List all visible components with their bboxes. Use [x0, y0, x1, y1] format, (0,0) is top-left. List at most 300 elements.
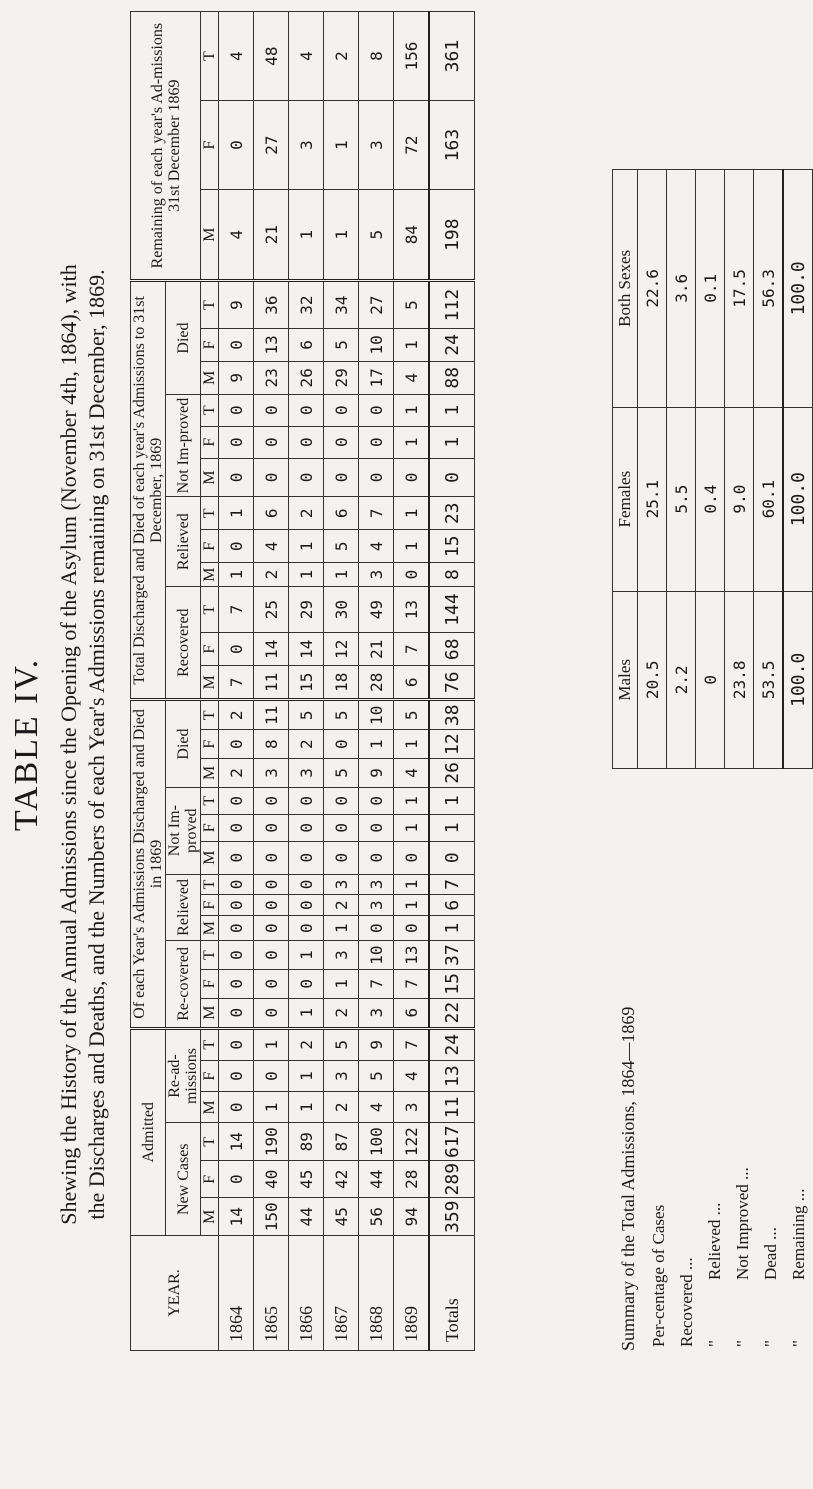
value-cell-rl: 1	[394, 874, 430, 895]
value-cell-trc: 6	[394, 666, 430, 700]
value-cell-di: 0	[219, 730, 254, 759]
value-cell-tdi: 9	[219, 361, 254, 394]
sex-header-m: M	[201, 666, 219, 700]
value-cell-tni: 0	[394, 458, 430, 497]
year-cell: 1866	[289, 1236, 324, 1351]
value-cell-tni: 1	[429, 426, 475, 458]
value-cell-rem: 8	[359, 12, 394, 101]
value-cell-di: 12	[429, 730, 475, 759]
value-cell-ra: 7	[394, 1028, 430, 1060]
sex-header-m: M	[201, 1198, 219, 1236]
value-cell-rem: 1	[289, 190, 324, 281]
value-cell-rl: 0	[219, 874, 254, 895]
table-subtitle-line-1: Shewing the History of the Annual Admissions since the Opening of the Asylum (November 4th, 1864), with	[56, 264, 81, 1225]
value-cell-di: 9	[359, 758, 394, 787]
value-cell-trl: 4	[359, 530, 394, 563]
value-cell-rem: 4	[219, 12, 254, 101]
value-cell-trc: 29	[289, 586, 324, 632]
value-cell-tdi: 32	[289, 281, 324, 329]
value-cell-ni: 0	[219, 841, 254, 874]
value-cell-ni: 1	[429, 787, 475, 814]
value-cell-tdi: 26	[289, 361, 324, 394]
value-cell-trl: 5	[324, 530, 359, 563]
new-cases-header: New Cases	[166, 1123, 201, 1236]
sex-header-f: F	[201, 895, 219, 916]
value-cell-nc: 45	[324, 1198, 359, 1236]
value-cell-rl: 0	[254, 874, 289, 895]
value-cell-tni: 0	[359, 426, 394, 458]
value-cell-trc: 7	[219, 666, 254, 700]
summary-heading: Per-centage of Cases	[649, 1204, 668, 1347]
table-row	[289, 12, 324, 1351]
percentage-cell: 17.5	[725, 170, 754, 408]
table-row	[219, 12, 254, 1351]
value-cell-rem: 4	[289, 12, 324, 101]
summary-item-label	[701, 791, 729, 1351]
sex-header-m: M	[201, 916, 219, 941]
value-cell-tni: 0	[429, 458, 475, 497]
value-cell-rc: 13	[394, 941, 430, 970]
percentage-row	[696, 170, 725, 769]
value-cell-di: 1	[394, 730, 430, 759]
table-row	[394, 12, 430, 1351]
value-cell-tdi: 17	[359, 361, 394, 394]
value-cell-rl: 3	[359, 874, 394, 895]
value-cell-nc: 190	[254, 1123, 289, 1161]
value-cell-ni: 0	[289, 841, 324, 874]
value-cell-di: 4	[394, 758, 430, 787]
value-cell-rem: 156	[394, 12, 430, 101]
value-cell-ni: 1	[394, 787, 430, 814]
summary-item-label	[673, 791, 701, 1351]
value-cell-trc: 49	[359, 586, 394, 632]
value-cell-tni: 0	[289, 426, 324, 458]
sex-header-m: M	[201, 361, 219, 394]
value-cell-ra: 2	[289, 1028, 324, 1060]
value-cell-ni: 0	[359, 841, 394, 874]
value-cell-tdi: 6	[289, 328, 324, 361]
value-cell-rl: 0	[289, 916, 324, 941]
value-cell-rc: 1	[289, 941, 324, 970]
relieved-header: Relieved	[166, 874, 201, 941]
value-cell-ra: 4	[394, 1060, 430, 1091]
leader-dots: ...	[677, 1257, 696, 1271]
year-cell: 1869	[394, 1236, 430, 1351]
ditto-mark: "	[733, 1340, 752, 1347]
value-cell-trc: 30	[324, 586, 359, 632]
sex-header-m: M	[201, 458, 219, 497]
summary-item-label	[757, 791, 785, 1351]
leader-dots: ...	[789, 1188, 808, 1202]
value-cell-trc: 68	[429, 633, 475, 666]
value-cell-ra: 1	[289, 1092, 324, 1123]
value-cell-di: 10	[359, 700, 394, 730]
value-cell-tni: 0	[219, 394, 254, 426]
not-improved-header: Not Im-proved	[166, 787, 201, 874]
sex-header-t: T	[201, 12, 219, 101]
value-cell-ra: 0	[219, 1060, 254, 1091]
value-cell-ni: 0	[324, 814, 359, 841]
value-cell-rem: 0	[219, 101, 254, 190]
value-cell-trl: 4	[254, 530, 289, 563]
value-cell-rem: 84	[394, 190, 430, 281]
value-cell-nc: 0	[219, 1160, 254, 1198]
summary-item-name: Relieved	[705, 1219, 724, 1281]
value-cell-rl: 1	[429, 916, 475, 941]
value-cell-ni: 1	[394, 814, 430, 841]
value-cell-tdi: 4	[394, 361, 430, 394]
percentage-cell: 60.1	[754, 407, 784, 591]
percentage-row	[725, 170, 754, 769]
percentage-row	[754, 170, 784, 769]
value-cell-rl: 0	[254, 895, 289, 916]
sex-header-m: M	[201, 758, 219, 787]
value-cell-ni: 0	[289, 814, 324, 841]
value-cell-ra: 13	[429, 1060, 475, 1091]
value-cell-nc: 56	[359, 1198, 394, 1236]
value-cell-rem: 163	[429, 101, 475, 190]
value-cell-rl: 0	[289, 874, 324, 895]
value-cell-ra: 3	[324, 1060, 359, 1091]
value-cell-nc: 94	[394, 1198, 430, 1236]
value-cell-rem: 361	[429, 12, 475, 101]
value-cell-tni: 1	[394, 394, 430, 426]
sex-header-t: T	[201, 586, 219, 632]
value-cell-rem: 1	[324, 190, 359, 281]
value-cell-trl: 2	[254, 563, 289, 587]
value-cell-di: 5	[324, 758, 359, 787]
value-cell-ni: 0	[429, 841, 475, 874]
value-cell-tni: 1	[394, 426, 430, 458]
value-cell-trc: 7	[394, 633, 430, 666]
value-cell-tni: 0	[289, 458, 324, 497]
value-cell-trl: 0	[219, 530, 254, 563]
value-cell-nc: 150	[254, 1198, 289, 1236]
value-cell-nc: 14	[219, 1123, 254, 1161]
table-row	[254, 12, 289, 1351]
value-cell-trl: 2	[289, 497, 324, 530]
died-header: Died	[166, 700, 201, 787]
value-cell-rc: 37	[429, 941, 475, 970]
sex-header-t: T	[201, 1028, 219, 1060]
value-cell-trc: 18	[324, 666, 359, 700]
value-cell-tdi: 9	[219, 281, 254, 329]
value-cell-tni: 0	[324, 426, 359, 458]
value-cell-di: 0	[324, 730, 359, 759]
of-each-year-header: Of each Year's Admissions Discharged and Died in 1869	[131, 700, 166, 1028]
value-cell-rl: 0	[219, 916, 254, 941]
sex-header-f: F	[201, 530, 219, 563]
value-cell-rem: 72	[394, 101, 430, 190]
percentage-cell: 20.5	[638, 591, 667, 768]
year-header: YEAR.	[131, 1236, 219, 1351]
sex-header-f: F	[201, 730, 219, 759]
value-cell-trl: 0	[394, 563, 430, 587]
value-cell-rc: 22	[429, 998, 475, 1028]
sex-header-t: T	[201, 281, 219, 329]
value-cell-ra: 5	[324, 1028, 359, 1060]
sex-header-f: F	[201, 101, 219, 190]
value-cell-tdi: 24	[429, 328, 475, 361]
sex-header-m: M	[201, 190, 219, 281]
value-cell-ni: 0	[324, 841, 359, 874]
percentage-cell: 0	[696, 591, 725, 768]
value-cell-rem: 2	[324, 12, 359, 101]
value-cell-trl: 3	[359, 563, 394, 587]
total-died-header: Died	[166, 281, 201, 394]
value-cell-tdi: 27	[359, 281, 394, 329]
table-row	[324, 12, 359, 1351]
value-cell-rc: 0	[219, 941, 254, 970]
value-cell-rc: 0	[254, 941, 289, 970]
percentage-row	[667, 170, 696, 769]
value-cell-di: 2	[219, 758, 254, 787]
summary-item-name: Not Improved	[733, 1184, 752, 1281]
value-cell-trc: 14	[254, 633, 289, 666]
summary-item-label	[729, 791, 757, 1351]
percentage-row	[638, 170, 667, 769]
percentage-cell: 23.8	[725, 591, 754, 768]
value-cell-nc: 617	[429, 1123, 475, 1161]
percentage-cell: 3.6	[667, 170, 696, 408]
value-cell-di: 26	[429, 758, 475, 787]
value-cell-rl: 1	[324, 916, 359, 941]
value-cell-rem: 3	[359, 101, 394, 190]
admitted-header: Admitted	[131, 1028, 166, 1235]
value-cell-rc: 0	[254, 969, 289, 998]
summary-item-label	[785, 791, 813, 1351]
total-relieved-header: Relieved	[166, 497, 201, 587]
value-cell-rc: 7	[359, 969, 394, 998]
summary-item-name: Remaining	[789, 1205, 808, 1281]
sex-header-t: T	[201, 394, 219, 426]
value-cell-ni: 0	[359, 787, 394, 814]
value-cell-tdi: 88	[429, 361, 475, 394]
ditto-mark: "	[761, 1340, 780, 1347]
value-cell-rem: 21	[254, 190, 289, 281]
value-cell-ra: 1	[254, 1028, 289, 1060]
value-cell-trc: 12	[324, 633, 359, 666]
value-cell-tni: 0	[219, 458, 254, 497]
value-cell-tni: 0	[324, 394, 359, 426]
ditto-mark: "	[789, 1340, 808, 1347]
value-cell-rl: 6	[429, 895, 475, 916]
value-cell-rc: 0	[289, 969, 324, 998]
value-cell-tdi: 5	[324, 328, 359, 361]
value-cell-ni: 0	[254, 814, 289, 841]
value-cell-di: 38	[429, 700, 475, 730]
value-cell-di: 3	[289, 758, 324, 787]
value-cell-ra: 0	[219, 1092, 254, 1123]
sex-header-f: F	[201, 814, 219, 841]
value-cell-ni: 0	[254, 841, 289, 874]
value-cell-nc: 45	[289, 1160, 324, 1198]
year-cell: 1865	[254, 1236, 289, 1351]
value-cell-ni: 0	[254, 787, 289, 814]
value-cell-rc: 1	[289, 998, 324, 1028]
sex-header-m: M	[201, 998, 219, 1028]
value-cell-trl: 1	[289, 530, 324, 563]
value-cell-rc: 2	[324, 998, 359, 1028]
value-cell-ra: 9	[359, 1028, 394, 1060]
value-cell-rem: 4	[219, 190, 254, 281]
summary-row	[785, 791, 813, 1351]
value-cell-trc: 0	[219, 633, 254, 666]
value-cell-trc: 11	[254, 666, 289, 700]
table-title: TABLE IV.	[8, 657, 45, 832]
summary-item-name: Dead	[761, 1244, 780, 1281]
value-cell-trc: 25	[254, 586, 289, 632]
value-cell-rc: 3	[359, 998, 394, 1028]
value-cell-trl: 1	[219, 563, 254, 587]
value-cell-tni: 0	[254, 394, 289, 426]
totals-row	[429, 12, 475, 1351]
table-subtitle-line-2: the Discharges and Deaths, and the Numbers of each Year's Admissions remaining on 31st December, 1869.	[84, 269, 109, 1220]
value-cell-trl: 1	[324, 563, 359, 587]
value-cell-rem: 198	[429, 190, 475, 281]
value-cell-di: 8	[254, 730, 289, 759]
percentage-cell: 22.6	[638, 170, 667, 408]
value-cell-ni: 0	[219, 787, 254, 814]
value-cell-rem: 3	[289, 101, 324, 190]
value-cell-rc: 7	[394, 969, 430, 998]
sex-header-f: F	[201, 426, 219, 458]
value-cell-rl: 0	[359, 916, 394, 941]
value-cell-ni: 0	[359, 814, 394, 841]
percentage-cell: 9.0	[725, 407, 754, 591]
value-cell-di: 2	[219, 700, 254, 730]
percentage-cell: 2.2	[667, 591, 696, 768]
value-cell-tni: 1	[429, 394, 475, 426]
ditto-mark: "	[705, 1340, 724, 1347]
summary-row	[757, 791, 785, 1351]
value-cell-trl: 7	[359, 497, 394, 530]
percentage-total-cell: 100.0	[783, 591, 813, 768]
sex-header-f: F	[201, 328, 219, 361]
value-cell-rl: 7	[429, 874, 475, 895]
value-cell-rc: 0	[254, 998, 289, 1028]
value-cell-ra: 1	[254, 1092, 289, 1123]
value-cell-rc: 6	[394, 998, 430, 1028]
value-cell-ra: 3	[394, 1092, 430, 1123]
value-cell-tni: 0	[254, 458, 289, 497]
value-cell-di: 5	[394, 700, 430, 730]
value-cell-rl: 0	[219, 895, 254, 916]
percentage-cell: 25.1	[638, 407, 667, 591]
value-cell-rc: 3	[324, 941, 359, 970]
value-cell-di: 1	[359, 730, 394, 759]
leader-dots: ...	[761, 1227, 780, 1240]
sex-header-t: T	[201, 874, 219, 895]
value-cell-rl: 2	[324, 895, 359, 916]
value-cell-nc: 28	[394, 1160, 430, 1198]
value-cell-ra: 24	[429, 1028, 475, 1060]
value-cell-di: 3	[254, 758, 289, 787]
value-cell-ni: 0	[394, 841, 430, 874]
value-cell-rc: 0	[219, 998, 254, 1028]
value-cell-trc: 15	[289, 666, 324, 700]
value-cell-di: 11	[254, 700, 289, 730]
value-cell-di: 5	[324, 700, 359, 730]
value-cell-tdi: 23	[254, 361, 289, 394]
value-cell-rl: 0	[254, 916, 289, 941]
value-cell-trl: 23	[429, 497, 475, 530]
value-cell-tni: 0	[359, 458, 394, 497]
value-cell-rl: 0	[289, 895, 324, 916]
value-cell-nc: 44	[289, 1198, 324, 1236]
value-cell-nc: 42	[324, 1160, 359, 1198]
value-cell-tdi: 36	[254, 281, 289, 329]
sex-header-m: M	[201, 1092, 219, 1123]
sex-header-t: T	[201, 941, 219, 970]
sex-header-m: M	[201, 563, 219, 587]
recovered-header: Re-covered	[166, 941, 201, 1028]
value-cell-ra: 0	[219, 1028, 254, 1060]
value-cell-di: 5	[289, 700, 324, 730]
value-cell-ra: 1	[289, 1060, 324, 1091]
value-cell-tni: 0	[359, 394, 394, 426]
both-sexes-column-header: Both Sexes	[613, 170, 638, 408]
value-cell-nc: 359	[429, 1198, 475, 1236]
value-cell-trl: 1	[394, 497, 430, 530]
value-cell-trl: 1	[289, 563, 324, 587]
value-cell-rc: 15	[429, 969, 475, 998]
value-cell-trl: 1	[394, 530, 430, 563]
value-cell-trc: 21	[359, 633, 394, 666]
value-cell-nc: 44	[359, 1160, 394, 1198]
percentage-cell: 53.5	[754, 591, 784, 768]
sex-header-t: T	[201, 700, 219, 730]
value-cell-nc: 100	[359, 1123, 394, 1161]
value-cell-trl: 1	[219, 497, 254, 530]
value-cell-trc: 7	[219, 586, 254, 632]
value-cell-tni: 0	[219, 426, 254, 458]
sex-header-t: T	[201, 787, 219, 814]
summary-row	[673, 791, 701, 1351]
value-cell-trl: 6	[324, 497, 359, 530]
value-cell-di: 2	[289, 730, 324, 759]
value-cell-tdi: 0	[219, 328, 254, 361]
value-cell-rem: 48	[254, 12, 289, 101]
table-row	[359, 12, 394, 1351]
total-discharged-header: Total Discharged and Died of each year's Admissions to 31st December, 1869	[131, 281, 166, 700]
summary-row	[729, 791, 757, 1351]
value-cell-nc: 14	[219, 1198, 254, 1236]
percentage-cell: 0.1	[696, 170, 725, 408]
value-cell-rl: 0	[394, 916, 430, 941]
leader-dots: ...	[705, 1202, 724, 1216]
readmissions-header: Re-ad-missions	[166, 1028, 201, 1123]
sex-header-f: F	[201, 1160, 219, 1198]
percentage-cell: 0.4	[696, 407, 725, 591]
value-cell-nc: 40	[254, 1160, 289, 1198]
value-cell-tdi: 112	[429, 281, 475, 329]
value-cell-tdi: 10	[359, 328, 394, 361]
admissions-history-table	[130, 11, 475, 1351]
value-cell-tdi: 1	[394, 328, 430, 361]
sex-header-f: F	[201, 1060, 219, 1091]
value-cell-ni: 0	[289, 787, 324, 814]
sex-header-f: F	[201, 969, 219, 998]
value-cell-nc: 89	[289, 1123, 324, 1161]
value-cell-ra: 4	[359, 1092, 394, 1123]
value-cell-rl: 3	[324, 874, 359, 895]
value-cell-nc: 87	[324, 1123, 359, 1161]
sex-header-t: T	[201, 1123, 219, 1161]
females-column-header: Females	[613, 407, 638, 591]
value-cell-ra: 5	[359, 1060, 394, 1091]
value-cell-rc: 10	[359, 941, 394, 970]
